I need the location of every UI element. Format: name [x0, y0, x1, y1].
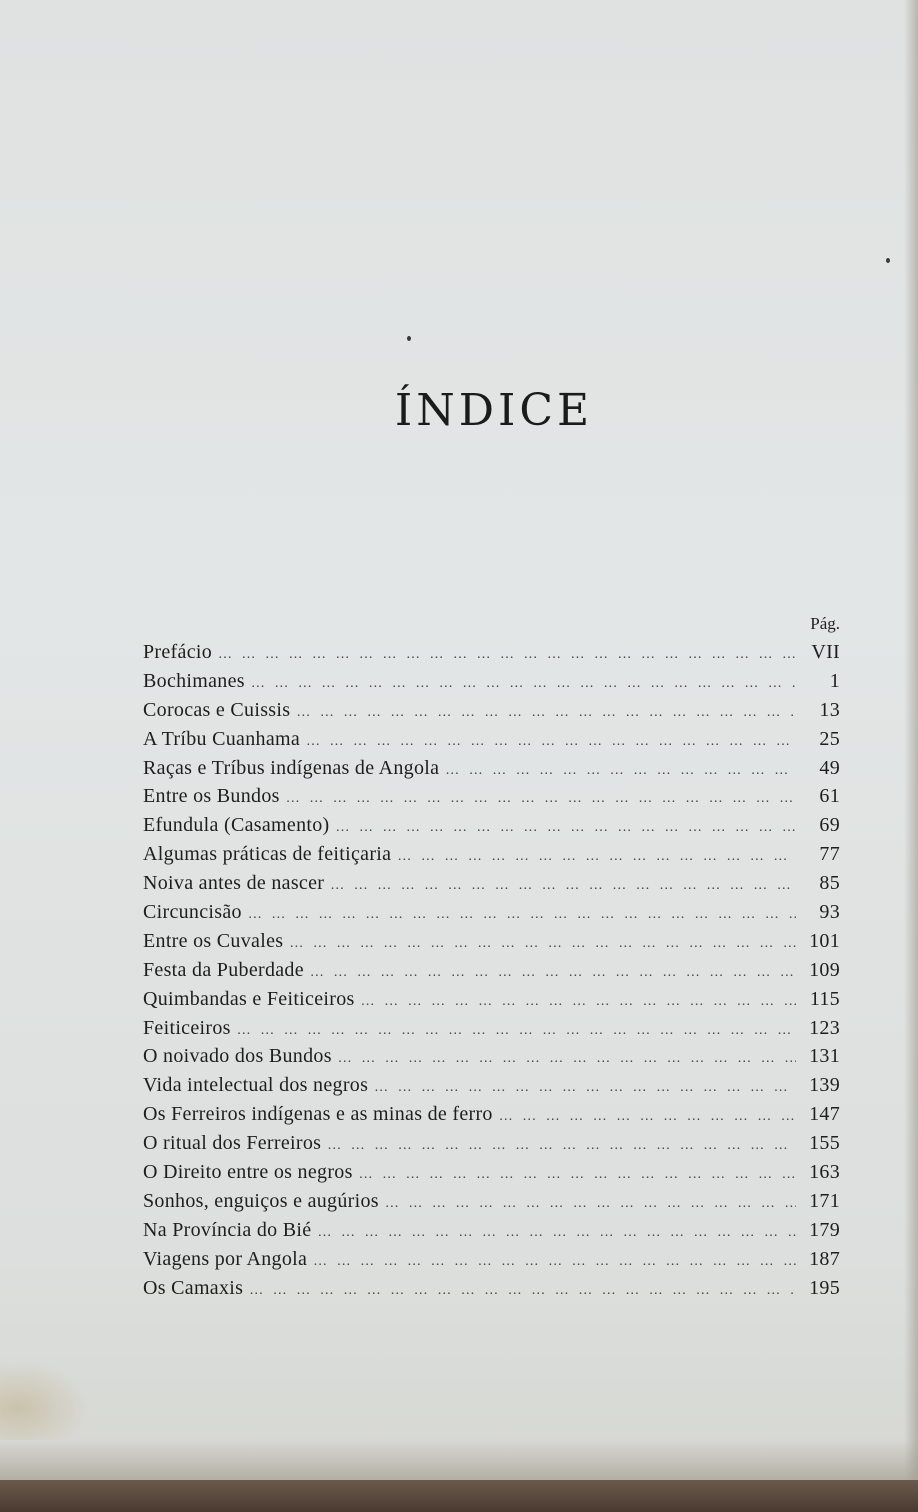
dot-leader	[249, 1283, 796, 1299]
toc-entry-page: VII	[811, 641, 840, 663]
toc-entry-title: Prefácio	[143, 641, 213, 663]
toc-entry-page: 61	[819, 785, 840, 808]
toc-entry	[143, 901, 840, 930]
dot-leader	[338, 1051, 796, 1067]
dot-leader	[313, 1254, 796, 1270]
toc-entry-page: 13	[819, 698, 840, 721]
toc-entry	[143, 843, 840, 872]
dot-leader	[361, 994, 796, 1010]
toc-entry-title: Na Província do Bié	[143, 1218, 312, 1241]
toc-entry	[143, 1103, 840, 1132]
toc-entry	[143, 872, 840, 901]
toc-entry-title: Feiticeiros	[143, 1016, 231, 1039]
toc-entry-page: 131	[809, 1045, 840, 1068]
page-title: ÍNDICE	[394, 385, 594, 436]
toc-entry-title: Os Camaxis	[143, 1276, 244, 1299]
toc-entry-title: O Direito entre os negros	[143, 1161, 353, 1184]
dot-leader	[310, 965, 796, 981]
toc-entry-title: Vida intelectual dos negros	[143, 1074, 369, 1097]
toc-entry-title: Viagens por Angola	[143, 1247, 308, 1270]
toc-entry-page: 139	[809, 1074, 840, 1097]
toc-entry-title: Festa da Puberdade	[143, 958, 304, 981]
dot-leader	[374, 1080, 796, 1096]
dot-leader	[306, 734, 796, 750]
toc-entry-title: Algumas práticas de feitiçaria	[143, 843, 392, 866]
toc-entry-page: 195	[809, 1276, 840, 1299]
dot-leader	[218, 647, 796, 663]
dot-leader	[499, 1109, 796, 1125]
toc-entry-title: Entre os Cuvales	[143, 929, 284, 952]
toc-entry-page: 93	[819, 901, 840, 924]
toc-entry	[143, 930, 840, 959]
toc-entry	[143, 785, 840, 814]
toc-entry-page: 155	[809, 1132, 840, 1155]
ink-speck	[886, 258, 890, 263]
toc-entry-page: 179	[809, 1218, 840, 1241]
toc-entry-title: Entre os Bundos	[143, 785, 280, 808]
toc-entry-page: 171	[809, 1189, 840, 1212]
toc-entry	[143, 1190, 840, 1219]
toc-entry-title: Corocas e Cuissis	[143, 698, 291, 721]
toc-entry-page: 25	[819, 727, 840, 750]
toc-entry-title: Raças e Tríbus indígenas de Angola	[143, 756, 440, 779]
page-edge-shadow	[904, 0, 918, 1480]
toc-entry-page: 69	[819, 814, 840, 837]
toc-entry	[143, 1017, 840, 1046]
page-bottom-shadow	[0, 1440, 918, 1480]
toc-entry	[143, 1074, 840, 1103]
dot-leader	[336, 820, 797, 836]
ink-speck	[407, 336, 411, 341]
toc-entry-page: 49	[819, 756, 840, 779]
toc-entry-title: O noivado dos Bundos	[143, 1045, 332, 1068]
book-cover-edge	[0, 1480, 918, 1512]
dot-leader	[251, 676, 796, 692]
dot-leader	[385, 1196, 796, 1212]
paper-stain	[0, 1360, 90, 1440]
dot-leader	[330, 878, 796, 894]
toc-entry	[143, 699, 840, 728]
toc-entry	[143, 959, 840, 988]
toc-entry-title: Sonhos, enguiços e augúrios	[143, 1189, 379, 1212]
toc-entry	[143, 757, 840, 786]
toc-entry-title: Circuncisão	[143, 901, 242, 924]
toc-entry	[143, 1132, 840, 1161]
toc-entry-page: 187	[809, 1247, 840, 1270]
toc-entry	[143, 1161, 840, 1190]
toc-entry-page: 147	[809, 1103, 840, 1126]
dot-leader	[397, 849, 796, 865]
dot-leader	[286, 791, 796, 807]
toc-entry	[143, 728, 840, 757]
toc-entry	[143, 641, 840, 670]
toc-entry-title: Bochimanes	[143, 669, 245, 692]
toc-entry-page: 1	[829, 669, 840, 692]
toc-entry-page: 123	[809, 1016, 840, 1039]
dot-leader	[327, 1138, 796, 1154]
toc-entry-page: 115	[809, 987, 840, 1010]
toc-entry	[143, 988, 840, 1017]
toc-entry-page: 109	[809, 958, 840, 981]
toc-entry-page: 85	[819, 872, 840, 895]
dot-leader	[237, 1023, 796, 1039]
page-column-header: Pág.	[810, 614, 840, 633]
toc-entry	[143, 1277, 840, 1306]
dot-leader	[248, 907, 796, 923]
toc-entry	[143, 1045, 840, 1074]
dot-leader	[445, 763, 796, 779]
dot-leader	[359, 1167, 796, 1183]
toc-entry-title: Os Ferreiros indígenas e as minas de ferro	[143, 1103, 493, 1126]
dot-leader	[317, 1225, 796, 1241]
toc-entry	[143, 1248, 840, 1277]
toc-entry-title: Efundula (Casamento)	[143, 814, 330, 837]
toc-entry	[143, 1219, 840, 1248]
dot-leader	[296, 705, 796, 721]
toc-entry-page: 77	[819, 843, 840, 866]
toc-entry-title: Noiva antes de nascer	[143, 872, 325, 895]
toc-entry	[143, 670, 840, 699]
toc-entry-title: O ritual dos Ferreiros	[143, 1132, 322, 1155]
toc-entry	[143, 814, 840, 843]
dot-leader	[289, 936, 796, 952]
toc-entry-title: Quimbandas e Feiticeiros	[143, 987, 355, 1010]
toc-entry-page: 101	[809, 929, 840, 952]
table-of-contents	[143, 641, 840, 1305]
toc-entry-page: 163	[809, 1161, 840, 1184]
toc-entry-title: A Tríbu Cuanhama	[143, 727, 301, 750]
